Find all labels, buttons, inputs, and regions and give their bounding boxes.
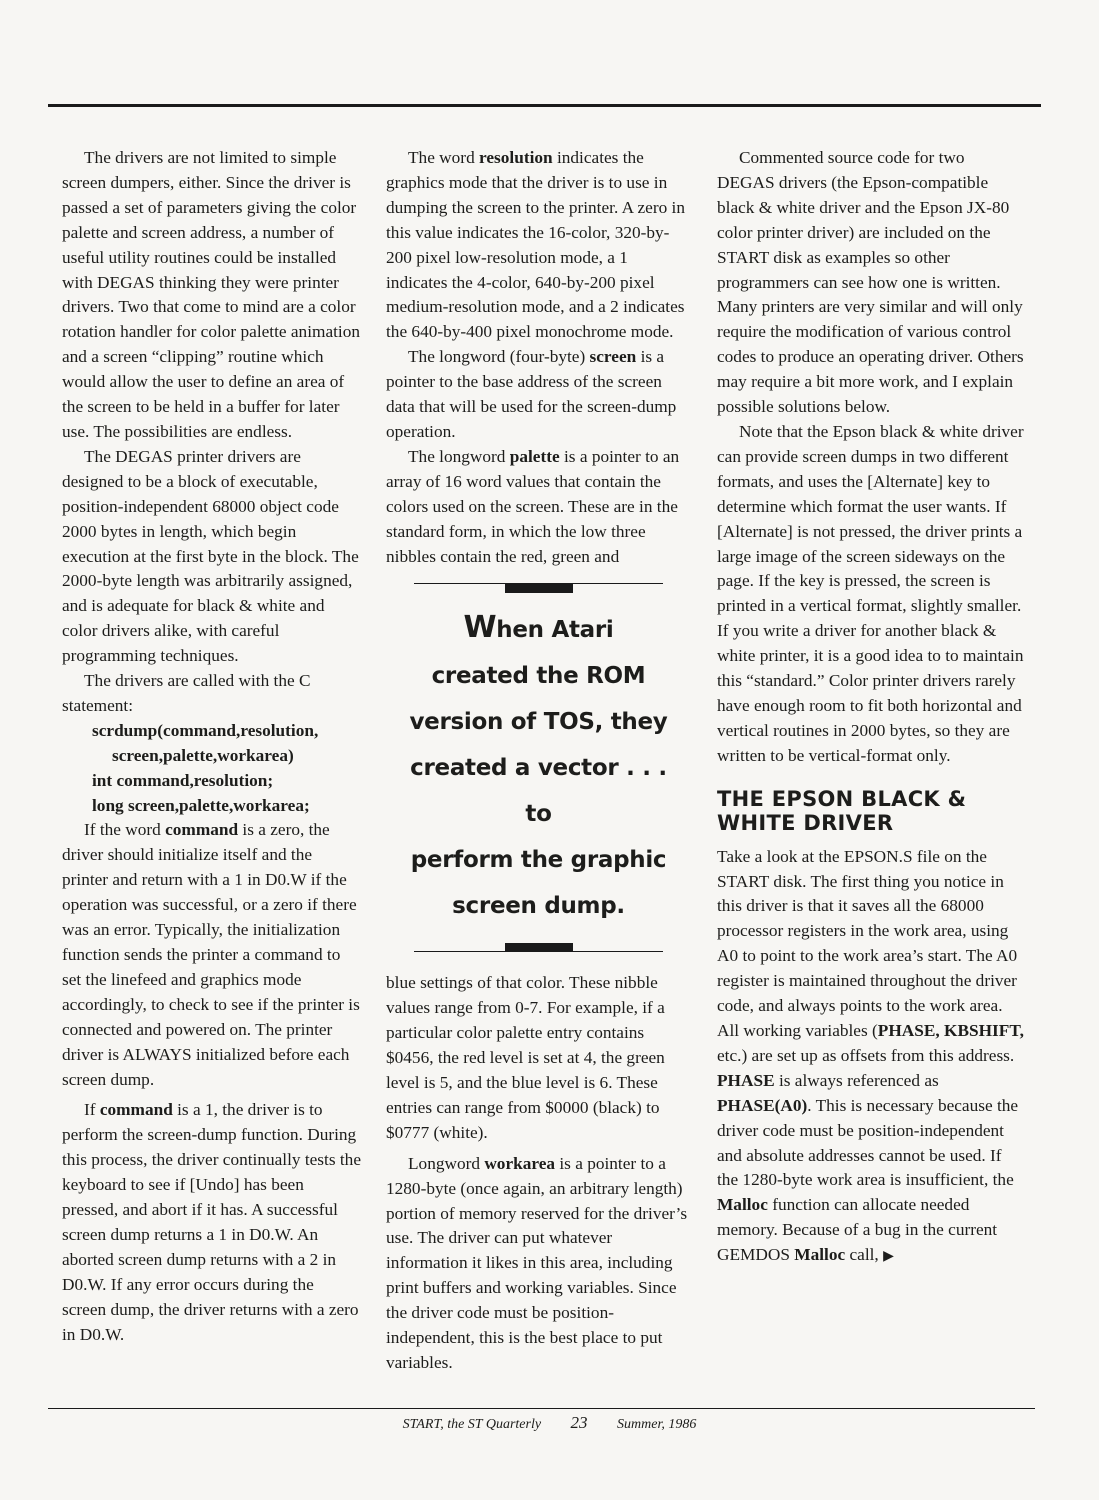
paragraph: Note that the Epson black & white driver can provide screen dumps in two different formats, and uses the [Alternate] key to determine which format the user wants. If [Alternate] is not pressed, the driver prints a large image of the screen sideways on the page. If the key is pressed, the screen is printed in a vertical format, slightly smaller. If you write a driver for another black & white printer, it is a good idea to to maintain this “standard.” Color printer drivers rarely have enough room to fit both horizontal and vertical routines in 2000 bytes, so they are written to be vertical-format only. — [717, 421, 1024, 765]
pull-quote-rule — [414, 579, 663, 589]
code-line: long screen,palette,workarea; — [92, 795, 310, 815]
pull-quote — [386, 579, 691, 957]
top-rule — [48, 104, 1041, 107]
continued-arrow-icon: ▶ — [883, 1249, 894, 1265]
section-heading: THE EPSON BLACK & WHITE DRIVER — [717, 786, 967, 835]
column-1 — [62, 146, 362, 1348]
paragraph: The drivers are called with the C statement: — [62, 671, 311, 715]
paragraph: The word resolution indicates the graphics mode that the driver is to use in dumping the screen to the printer. A zero in this value indicates the 16-color, 320-by-200 pixel low-resolution mode, a 1 indicates the 4-color, 640-by-200 pixel medium-resolution mode, and a 2 indicates the 640-by-400 pixel monochrome mode. — [386, 148, 685, 342]
code-line: int command,resolution; — [92, 770, 274, 790]
paragraph: Take a look at the EPSON.S file on the START disk. The first thing you notice in this driver is that it saves all the 68000 processor registers in the work area, using A0 to point to the work area’s start. The A0 register is maintained throughout the driver code, and always points to the work area. All working variables (PHASE, KBSHIFT, etc.) are set up as offsets from this address. PHASE is always referenced as PHASE(A0). This is necessary because the driver code must be position-independent and absolute addresses cannot be used. If the 1280-byte work area is insufficient, the Malloc function can allocate needed memory. Because of a bug in the current GEMDOS Malloc call, ▶ — [717, 846, 1024, 1265]
paragraph: The drivers are not limited to simple screen dumpers, either. Since the driver is passed a set of parameters giving the color palette and screen address, a number of useful utility routines could be installed with DEGAS thinking they were printer drivers. Two that come to mind are a color rotation handler for color palette animation and a screen “clipping” routine which would allow the user to define an area of the screen to be held in a buffer for later use. The possibilities are endless. — [62, 148, 360, 441]
paragraph: Commented source code for two DEGAS drivers (the Epson-compatible black & white driver and the Epson JX-80 color printer driver) are included on the START disk as examples so other programmers can see how one is written. Many printers are very similar and will only require the modification of various control codes to produce an operating driver. Others may require a bit more work, and I explain possible solutions below. — [717, 148, 1024, 417]
paragraph: blue settings of that color. These nibble values range from 0-7. For example, if a particular color palette entry contains $0456, the red level is set at 4, the green level is 5, and the blue level is 6. These entries can range from $0000 (black) to $0777 (white). — [386, 973, 665, 1142]
paragraph: The longword palette is a pointer to an array of 16 word values that contain the colors used on the screen. These are in the standard form, in which the low three nibbles contain the red, green and — [386, 446, 680, 566]
page-number: 23 — [570, 1413, 588, 1432]
paragraph: Longword workarea is a pointer to a 1280-byte (once again, an arbitrary length) portion of memory reserved for the driver’s use. The driver can put whatever information it likes in this area, including print buffers and working variables. Since the driver code must be position-independent, this is the best place to put variables. — [386, 1153, 688, 1372]
paragraph: The longword (four-byte) screen is a pointer to the base address of the screen data that will be used for the screen-dump operation. — [386, 347, 677, 441]
page-footer — [0, 1413, 1099, 1433]
issue-date: Summer, 1986 — [617, 1417, 697, 1432]
pull-quote-rule — [414, 947, 663, 957]
bottom-rule — [48, 1408, 1035, 1409]
code-line: scrdump(command,resolution, — [92, 720, 319, 740]
column-3 — [717, 146, 1024, 1270]
paragraph: If command is a 1, the driver is to perform the screen-dump function. During this process, the driver continually tests the keyboard to see if [Undo] has been pressed, and abort if it has. A successful screen dump returns a 1 in D0.W. An aborted screen dump returns with a 2 in D0.W. If any error occurs during the screen dump, the driver returns with a zero in D0.W. — [62, 1100, 361, 1344]
column-2 — [386, 146, 691, 1376]
paragraph: If the word command is a zero, the driver should initialize itself and the printer and return with a 1 in D0.W if the operation was successful, or a zero if there was an error. Typically, the initialization function sends the printer a command to set the linefeed and graphics mode accordingly, to check to see if the printer is connected and powered on. The printer driver is ALWAYS initialized before each screen dump. — [62, 820, 360, 1089]
magazine-name: START, the ST Quarterly — [402, 1417, 542, 1432]
code-block — [62, 719, 362, 819]
code-line: screen,palette,workarea) — [112, 745, 294, 765]
pull-quote-text: When Atari created the ROM version of TOS, they created a vector . . . to perform the graphic screen dump. — [409, 610, 668, 920]
paragraph: The DEGAS printer drivers are designed to be a block of executable, position-independent 68000 object code 2000 bytes in length, which begin execution at the first byte in the block. The 2000-byte length was arbitrarily assigned, and is adequate for black & white and color drivers alike, with careful programming techniques. — [62, 446, 359, 666]
